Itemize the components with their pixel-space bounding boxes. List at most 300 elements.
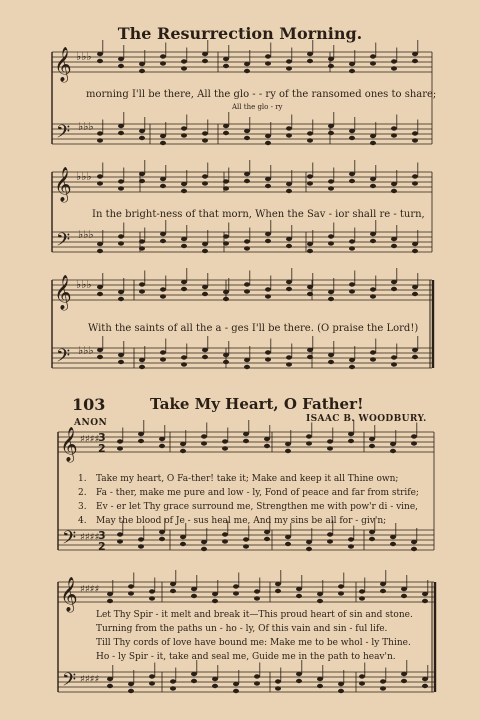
notehead <box>160 141 166 145</box>
echo-lyric: All the glo - ry <box>232 103 283 111</box>
notehead <box>212 684 218 688</box>
notehead <box>160 350 166 354</box>
notehead <box>244 239 250 243</box>
notehead <box>285 535 291 539</box>
notehead <box>97 52 103 56</box>
notehead <box>159 444 165 448</box>
notehead <box>391 133 397 137</box>
notehead <box>138 537 144 541</box>
notehead <box>212 677 218 681</box>
notehead <box>223 186 229 190</box>
notehead <box>202 59 208 63</box>
notehead <box>306 540 312 544</box>
notehead <box>139 129 145 133</box>
notehead <box>191 594 197 598</box>
stanza-a-verse-3: Ev - er let Thy grace surround me, Strengthen me with pow'r di - vine, <box>96 502 419 512</box>
notehead <box>191 587 197 591</box>
notehead <box>117 532 123 536</box>
notehead <box>139 62 145 66</box>
notehead <box>307 242 313 246</box>
notehead <box>244 172 250 176</box>
treble-clef-icon: 𝄞 <box>60 577 78 612</box>
notehead <box>422 592 428 596</box>
verse-number: 3. <box>78 502 87 512</box>
notehead <box>118 131 124 135</box>
notehead <box>97 138 103 142</box>
notehead <box>370 61 376 65</box>
notehead <box>306 547 312 551</box>
notehead <box>243 432 249 436</box>
notehead <box>349 282 355 286</box>
notehead <box>97 131 103 135</box>
notehead <box>97 181 103 185</box>
svg-text:♯♯♯♯: ♯♯♯♯ <box>80 434 100 445</box>
notehead <box>138 544 144 548</box>
notehead <box>212 599 218 603</box>
notehead <box>97 285 103 289</box>
notehead <box>349 62 355 66</box>
notehead <box>118 124 124 128</box>
notehead <box>202 285 208 289</box>
notehead <box>369 530 375 534</box>
notehead <box>139 289 145 293</box>
notehead <box>286 237 292 241</box>
notehead <box>223 179 229 183</box>
svg-text:♯♯♯♯: ♯♯♯♯ <box>80 584 100 595</box>
notehead <box>181 59 187 63</box>
notehead <box>328 241 334 245</box>
notehead <box>107 677 113 681</box>
notehead <box>244 282 250 286</box>
notehead <box>202 249 208 253</box>
notehead <box>401 594 407 598</box>
notehead <box>128 689 134 693</box>
notehead <box>160 177 166 181</box>
notehead <box>275 582 281 586</box>
notehead <box>307 174 313 178</box>
notehead <box>286 59 292 63</box>
notehead <box>149 589 155 593</box>
notehead <box>265 294 271 298</box>
notehead <box>412 242 418 246</box>
notehead <box>370 134 376 138</box>
notehead <box>307 292 313 296</box>
notehead <box>139 365 145 369</box>
notehead <box>265 239 271 243</box>
treble-clef-icon: 𝄞 <box>54 167 72 202</box>
notehead <box>422 677 428 681</box>
notehead <box>328 131 334 135</box>
bass-clef-icon: 𝄢 <box>56 230 71 255</box>
notehead <box>181 126 187 130</box>
notehead <box>412 181 418 185</box>
notehead <box>202 355 208 359</box>
verse-number: 2. <box>78 488 87 498</box>
hymn-number: 103 <box>72 395 106 414</box>
notehead <box>223 57 229 61</box>
notehead <box>265 357 271 361</box>
notehead <box>160 134 166 138</box>
stanza-a-verse-1: Take my heart, O Fa-ther! take it; Make and keep it all Thine own; <box>96 474 399 484</box>
svg-text:♭♭♭: ♭♭♭ <box>78 120 94 133</box>
notehead <box>160 232 166 236</box>
hymn-title-resurrection-morning: The Resurrection Morning. <box>117 24 363 43</box>
notehead <box>349 69 355 73</box>
notehead <box>118 57 124 61</box>
notehead <box>244 246 250 250</box>
notehead <box>138 432 144 436</box>
notehead <box>370 141 376 145</box>
notehead <box>328 360 334 364</box>
notehead <box>149 674 155 678</box>
notehead <box>296 587 302 591</box>
notehead <box>265 350 271 354</box>
notehead <box>412 52 418 56</box>
notehead <box>307 285 313 289</box>
notehead <box>170 686 176 690</box>
notehead <box>265 184 271 188</box>
notehead <box>296 672 302 676</box>
notehead <box>159 530 165 534</box>
notehead <box>223 297 229 301</box>
notehead <box>349 246 355 250</box>
notehead <box>223 234 229 238</box>
notehead <box>264 437 270 441</box>
notehead <box>181 244 187 248</box>
hymn-title-take-my-heart: Take My Heart, O Father! <box>150 395 364 413</box>
notehead <box>328 353 334 357</box>
notehead <box>422 599 428 603</box>
stanza-b-verse-4: Ho - ly Spir - it, take and seal me, Guide me in the path to heav'n. <box>96 652 396 662</box>
notehead <box>180 542 186 546</box>
notehead <box>202 52 208 56</box>
notehead <box>317 592 323 596</box>
notehead <box>265 134 271 138</box>
notehead <box>411 547 417 551</box>
notehead <box>139 136 145 140</box>
notehead <box>328 186 334 190</box>
notehead <box>222 446 228 450</box>
verse-number: 1. <box>78 474 87 484</box>
notehead <box>349 239 355 243</box>
notehead <box>328 179 334 183</box>
notehead <box>180 449 186 453</box>
notehead <box>412 249 418 253</box>
notehead <box>401 587 407 591</box>
notehead <box>202 348 208 352</box>
notehead <box>117 439 123 443</box>
notehead <box>328 57 334 61</box>
notehead <box>244 62 250 66</box>
notehead <box>370 184 376 188</box>
bass-clef-icon: 𝄢 <box>62 528 77 553</box>
notehead <box>412 292 418 296</box>
notehead <box>307 59 313 63</box>
notehead <box>349 129 355 133</box>
svg-text:3: 3 <box>98 431 106 444</box>
notehead <box>233 682 239 686</box>
notehead <box>265 54 271 58</box>
notehead <box>202 181 208 185</box>
notehead <box>338 689 344 693</box>
notehead <box>390 442 396 446</box>
notehead <box>286 126 292 130</box>
notehead <box>391 362 397 366</box>
notehead <box>264 537 270 541</box>
notehead <box>370 177 376 181</box>
notehead <box>160 294 166 298</box>
notehead <box>359 596 365 600</box>
notehead <box>286 133 292 137</box>
notehead <box>401 679 407 683</box>
notehead <box>180 535 186 539</box>
notehead <box>128 584 134 588</box>
notehead <box>328 124 334 128</box>
notehead <box>349 172 355 176</box>
notehead <box>244 69 250 73</box>
notehead <box>307 181 313 185</box>
notehead <box>307 131 313 135</box>
notehead <box>107 592 113 596</box>
notehead <box>180 442 186 446</box>
notehead <box>244 289 250 293</box>
notehead <box>160 287 166 291</box>
notehead <box>411 441 417 445</box>
bass-clef-icon: 𝄢 <box>62 670 77 695</box>
notehead <box>338 682 344 686</box>
notehead <box>307 52 313 56</box>
notehead <box>265 287 271 291</box>
notehead <box>265 141 271 145</box>
svg-text:♯♯♯♯: ♯♯♯♯ <box>80 532 100 543</box>
notehead <box>391 237 397 241</box>
notehead <box>243 544 249 548</box>
notehead <box>97 348 103 352</box>
notehead <box>391 189 397 193</box>
notehead <box>264 530 270 534</box>
notehead <box>181 237 187 241</box>
notehead <box>412 59 418 63</box>
notehead <box>118 353 124 357</box>
noteheads <box>97 40 428 693</box>
notehead <box>412 285 418 289</box>
notehead <box>412 131 418 135</box>
staff-5-treble <box>58 582 434 602</box>
notehead <box>327 539 333 543</box>
notehead <box>222 532 228 536</box>
notehead <box>181 182 187 186</box>
notehead <box>327 446 333 450</box>
notehead <box>233 689 239 693</box>
notehead <box>370 357 376 361</box>
notehead <box>181 362 187 366</box>
stanza-a-verse-4: May the blood of Je - sus heal me, And my sins be all for - giv'n; <box>96 516 387 526</box>
notehead <box>118 186 124 190</box>
notehead <box>369 444 375 448</box>
notehead <box>139 172 145 176</box>
notehead <box>97 242 103 246</box>
notehead <box>118 64 124 68</box>
notehead <box>107 599 113 603</box>
notehead <box>181 280 187 284</box>
notehead <box>412 174 418 178</box>
notehead <box>370 294 376 298</box>
notehead <box>328 297 334 301</box>
lyric-line-2: In the bright-ness of that morn, When the Sav - ior shall re - turn, <box>92 209 425 220</box>
notehead <box>317 599 323 603</box>
notehead <box>223 353 229 357</box>
notehead <box>97 355 103 359</box>
notehead <box>160 54 166 58</box>
notehead <box>285 542 291 546</box>
notehead <box>107 684 113 688</box>
notehead <box>286 280 292 284</box>
notehead <box>327 439 333 443</box>
notehead <box>412 138 418 142</box>
notehead <box>138 439 144 443</box>
notehead <box>391 182 397 186</box>
composer-credit: ISAAC B. WOODBURY. <box>306 414 427 424</box>
notehead <box>97 59 103 63</box>
svg-text:3: 3 <box>98 529 106 542</box>
notehead <box>327 532 333 536</box>
notehead <box>328 234 334 238</box>
notehead <box>338 591 344 595</box>
notehead <box>307 138 313 142</box>
notehead <box>370 350 376 354</box>
notehead <box>170 589 176 593</box>
notehead <box>243 439 249 443</box>
notehead <box>254 596 260 600</box>
svg-text:♭♭♭: ♭♭♭ <box>78 228 94 241</box>
notehead <box>286 287 292 291</box>
notehead <box>222 439 228 443</box>
notehead <box>181 355 187 359</box>
notehead <box>380 582 386 586</box>
svg-text:♭♭♭: ♭♭♭ <box>76 50 92 63</box>
notehead <box>275 679 281 683</box>
notehead <box>139 246 145 250</box>
notehead <box>181 133 187 137</box>
stanza-b-verse-3: Till Thy cords of love have bound me: Make me to be whol - ly Thine. <box>96 638 411 648</box>
notehead <box>275 589 281 593</box>
notehead <box>265 61 271 65</box>
notehead <box>391 244 397 248</box>
notehead <box>370 232 376 236</box>
notehead <box>202 292 208 296</box>
notehead <box>244 136 250 140</box>
notehead <box>244 179 250 183</box>
notehead <box>391 355 397 359</box>
notehead <box>191 672 197 676</box>
notehead <box>160 184 166 188</box>
notehead <box>223 360 229 364</box>
notehead <box>285 442 291 446</box>
notehead <box>380 686 386 690</box>
svg-text:♭♭♭: ♭♭♭ <box>78 344 94 357</box>
notehead <box>286 355 292 359</box>
notehead <box>191 679 197 683</box>
notehead <box>139 358 145 362</box>
notehead <box>223 64 229 68</box>
notehead <box>118 234 124 238</box>
notehead <box>139 282 145 286</box>
notehead <box>286 362 292 366</box>
notehead <box>244 358 250 362</box>
stanza-b-verse-2: Turning from the paths un - ho - ly, Of this vain and sin - ful life. <box>96 624 388 634</box>
notehead <box>118 297 124 301</box>
notehead <box>97 174 103 178</box>
staff-5-bass <box>58 672 434 692</box>
svg-text:♭♭♭: ♭♭♭ <box>76 170 92 183</box>
notehead <box>201 547 207 551</box>
notehead <box>391 280 397 284</box>
notehead <box>391 126 397 130</box>
notehead <box>390 449 396 453</box>
svg-text:♯♯♯♯: ♯♯♯♯ <box>80 674 100 685</box>
notehead <box>97 249 103 253</box>
notehead <box>286 244 292 248</box>
notehead <box>286 182 292 186</box>
notehead <box>160 61 166 65</box>
notehead <box>201 540 207 544</box>
notehead <box>359 674 365 678</box>
notehead <box>181 189 187 193</box>
notehead <box>390 535 396 539</box>
notehead <box>411 540 417 544</box>
lyric-line-3: With the saints of all the a - ges I'll be there. (O praise the Lord!) <box>88 323 419 334</box>
notehead <box>202 138 208 142</box>
notehead <box>296 594 302 598</box>
notehead <box>244 129 250 133</box>
notehead <box>380 679 386 683</box>
notehead <box>264 444 270 448</box>
bass-clef-icon: 𝄢 <box>56 122 71 147</box>
notehead <box>117 446 123 450</box>
notehead <box>328 290 334 294</box>
notehead <box>117 539 123 543</box>
notehead <box>118 360 124 364</box>
svg-text:2: 2 <box>98 442 106 455</box>
author-credit: ANON <box>74 418 108 428</box>
notehead <box>370 287 376 291</box>
stanza-a-verse-2: Fa - ther, make me pure and low - ly, Fond of peace and far from strife; <box>96 488 419 498</box>
treble-clef-icon: 𝄞 <box>54 47 72 82</box>
notehead <box>275 686 281 690</box>
notehead <box>390 542 396 546</box>
notehead <box>422 684 428 688</box>
notehead <box>391 287 397 291</box>
notehead <box>160 357 166 361</box>
notehead <box>370 239 376 243</box>
notehead <box>285 449 291 453</box>
notehead <box>202 242 208 246</box>
notehead <box>412 355 418 359</box>
notehead <box>306 441 312 445</box>
notehead <box>233 584 239 588</box>
notehead <box>159 437 165 441</box>
notehead <box>317 677 323 681</box>
notehead <box>359 681 365 685</box>
notehead <box>307 249 313 253</box>
notehead <box>348 544 354 548</box>
notehead <box>348 537 354 541</box>
notehead <box>201 441 207 445</box>
notehead <box>222 539 228 543</box>
svg-text:2: 2 <box>98 540 106 553</box>
notehead <box>181 287 187 291</box>
notehead <box>128 682 134 686</box>
